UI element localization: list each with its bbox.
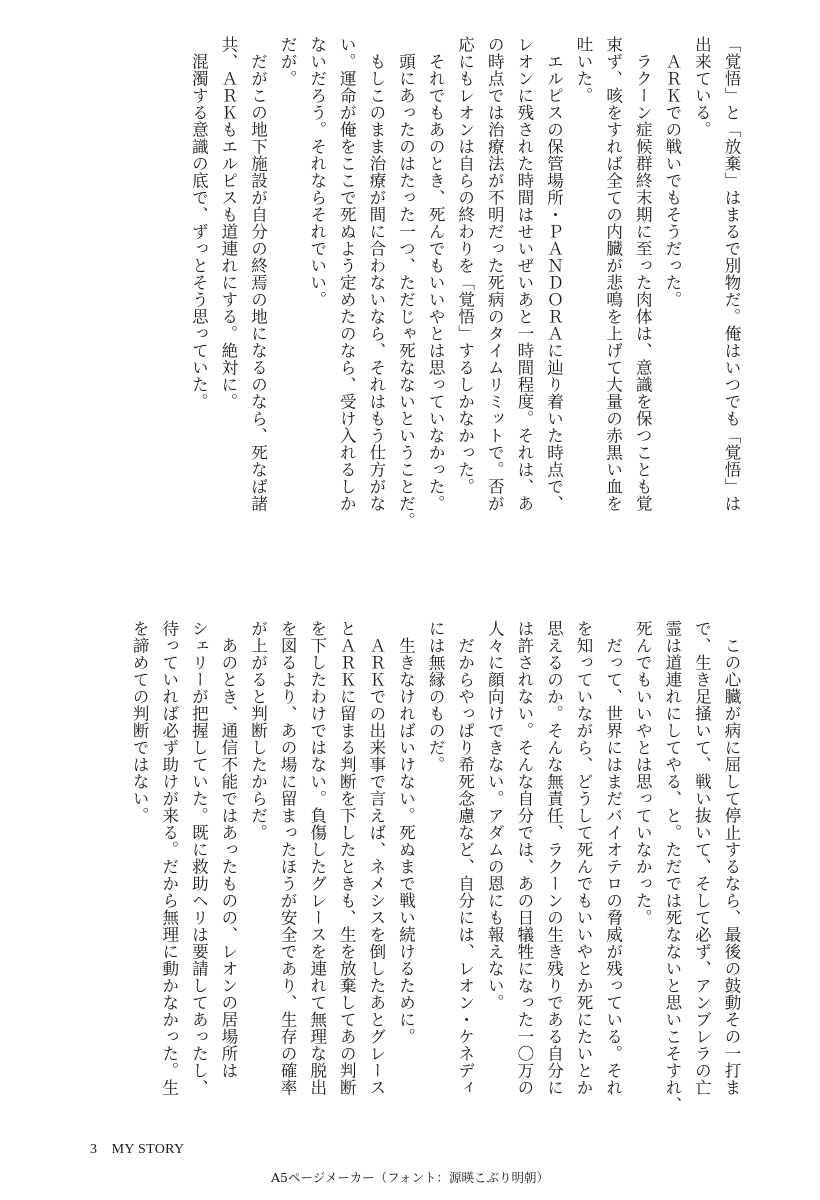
text-line: が上がると判断したからだ。 bbox=[248, 620, 268, 841]
text-line: ＡＲＫでの出来事で言えば、ネメシスを倒したあとグレース bbox=[366, 620, 386, 1096]
text-line: で、生き足掻いて、戦い抜いて、そして必ず、アンブレラの亡 bbox=[692, 620, 712, 1096]
text-line: シェリーが把握していた。既に救助ヘリは要請してあったし、 bbox=[189, 620, 209, 1096]
text-line: 頭にあったのはたった一つ、ただじゃ死なないということだ。 bbox=[396, 36, 416, 529]
text-line: 混濁する意識の底で、ずっとそう思っていた。 bbox=[189, 36, 209, 410]
text-line: 応にもレオンは自らの終わりを「覚悟」するしかなかった。 bbox=[455, 36, 475, 495]
text-line: を知っていながら、どうして死んでもいいやとか死にたいとか bbox=[574, 620, 594, 1096]
text-line: だからやっぱり希死念慮など、自分には、レオン・ケネディ bbox=[455, 620, 475, 1096]
text-line: 霊は道連れにしてやる、と。ただでは死なないと思いこそすれ、 bbox=[662, 620, 682, 1113]
text-block-top bbox=[184, 36, 746, 558]
text-line: とＡＲＫに留まる判断を下したときも、生を放棄してあの判断 bbox=[337, 620, 357, 1096]
text-line: それでもあのとき、死んでもいいやとは思っていなかった。 bbox=[426, 36, 446, 512]
text-line: 出来ている。 bbox=[692, 36, 712, 138]
credit-line: A5ページメーカー（フォント：源暎こぶり明朝） bbox=[271, 1170, 549, 1185]
text-line: 思えるのか。そんな無責任、ラクーンの生き残りである自分に bbox=[544, 620, 564, 1096]
text-line: エルピスの保管場所・ＰＡＮＤＯＲＡに辿り着いた時点で、 bbox=[544, 36, 564, 512]
text-line: レオンに残された時間はせいぜいあと一時間程度。それは、あ bbox=[514, 36, 534, 512]
text-line: 「覚悟」と「放棄」はまるで別物だ。俺はいつでも「覚悟」は bbox=[722, 36, 741, 512]
text-block-bottom bbox=[125, 620, 746, 1142]
text-line: 束ず、咳をすれば全ての内臓が悲鳴を上げて大量の赤黒い血を bbox=[603, 36, 623, 512]
text-line: は許されない。そんな自分では、あの日犠牲になった一〇万の bbox=[514, 620, 534, 1096]
text-line: だがこの地下施設が自分の終焉の地になるのなら、死なば諸 bbox=[248, 36, 268, 512]
text-line: 共、ＡＲＫもエルピスも道連れにする。絶対に。 bbox=[218, 36, 238, 410]
text-line: 生きなければいけない。死ぬまで戦い続けるために。 bbox=[396, 620, 416, 1045]
text-line: 待っていれば必ず助けが来る。だから無理に動かなかった。生 bbox=[159, 620, 179, 1096]
text-line: この心臓が病に屈して停止するなら、最後の鼓動その一打ま bbox=[722, 620, 741, 1096]
text-line: い。運命が俺をここで死ぬよう定めたのなら、受け入れるしか bbox=[337, 36, 357, 512]
text-line: ないだろう。それならそれでいい。 bbox=[307, 36, 327, 308]
text-line: を下したわけではない。負傷したグレースを連れて無理な脱出 bbox=[307, 620, 327, 1096]
text-line: ラクーン症候群終末期に至った肉体は、意識を保つことも覚 bbox=[633, 36, 653, 512]
text-line: 死んでもいいやとは思っていなかった。 bbox=[633, 620, 653, 926]
text-line: あのとき、通信不能ではあったものの、レオンの居場所は bbox=[218, 620, 238, 1079]
text-line: もしこのまま治療が間に合わないなら、それはもう仕方がな bbox=[366, 36, 386, 512]
page-number-label: 3 MY STORY bbox=[90, 1142, 185, 1157]
text-line: を諦めての判断ではない。 bbox=[130, 620, 150, 824]
text-line: だって、世界にはまだバイオテロの脅威が残っている。それ bbox=[603, 620, 623, 1096]
text-line: を図るより、あの場に留まったほうが安全であり、生存の確率 bbox=[278, 620, 298, 1096]
text-line: だが。 bbox=[278, 36, 298, 87]
text-line: 人々に顔向けできない。アダムの恩にも報えない。 bbox=[485, 620, 505, 1011]
text-line: には無縁のものだ。 bbox=[426, 620, 446, 773]
text-line: 吐いた。 bbox=[574, 36, 594, 104]
text-line: の時点では治療法が不明だった死病のタイムリミットで。否が bbox=[485, 36, 505, 512]
text-line: ＡＲＫでの戦いでもそうだった。 bbox=[662, 36, 682, 308]
